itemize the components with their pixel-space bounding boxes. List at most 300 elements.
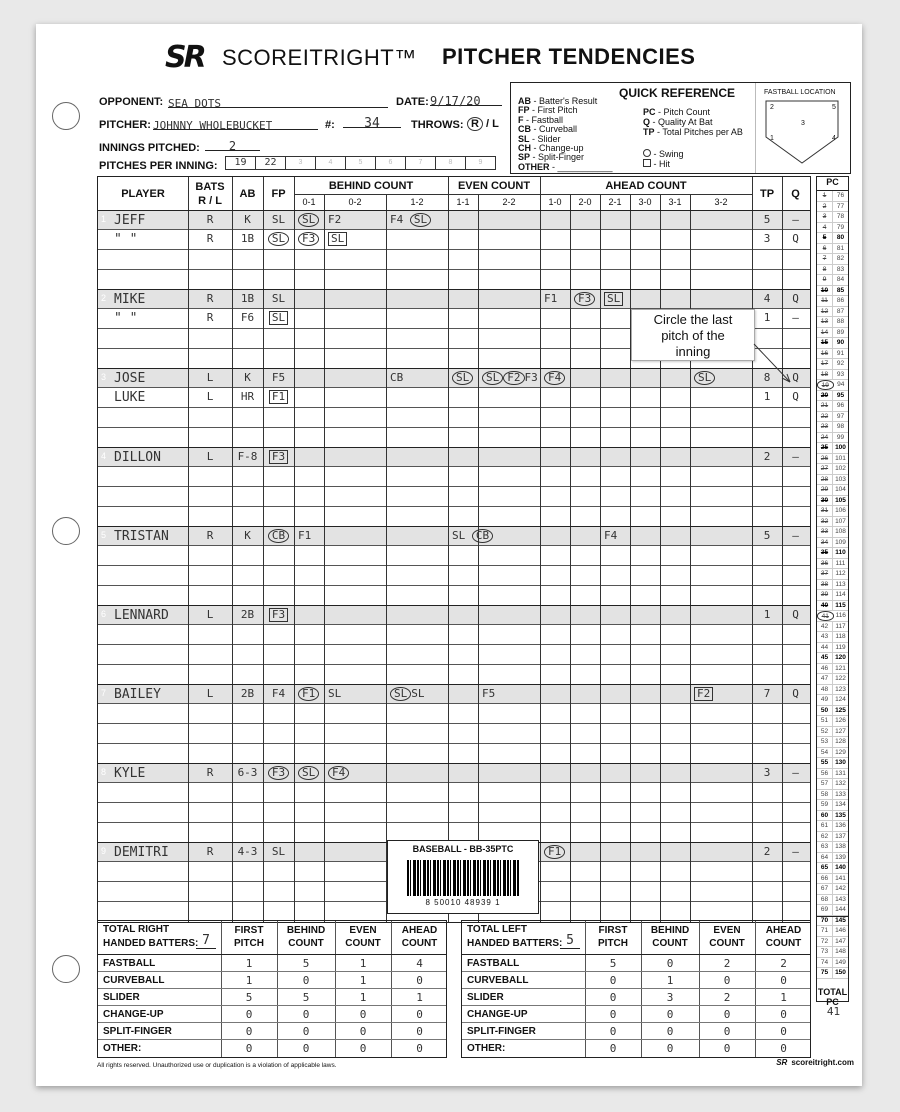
count-pitches[interactable]: [452, 371, 473, 385]
summary-value[interactable]: 5: [609, 957, 617, 970]
pc-row[interactable]: 39 114: [817, 590, 848, 601]
total-pitches[interactable]: [752, 232, 782, 245]
pc-row[interactable]: 13 88: [817, 317, 848, 328]
pitch-mark: L: [206, 608, 214, 621]
pc-row[interactable]: 43 118: [817, 632, 848, 643]
hit-mark: F3: [269, 608, 288, 622]
pc-row[interactable]: 68 143: [817, 895, 848, 906]
total-pitches[interactable]: [752, 213, 782, 226]
ab-result[interactable]: [232, 213, 263, 226]
summary-value[interactable]: 1: [666, 974, 674, 987]
pc-row[interactable]: 26 101: [817, 454, 848, 465]
pc-row[interactable]: 56 131: [817, 769, 848, 780]
first-pitch[interactable]: [263, 608, 294, 622]
col-divider: [391, 989, 392, 1005]
count-pitches[interactable]: [298, 232, 319, 246]
pc-row[interactable]: 5 80: [817, 233, 848, 244]
pc-row[interactable]: 20 95: [817, 391, 848, 402]
number-field[interactable]: 34: [343, 114, 401, 128]
player-name[interactable]: JEFF: [114, 213, 146, 228]
pc-row[interactable]: 50 125: [817, 706, 848, 717]
summary-value[interactable]: 5: [302, 957, 310, 970]
swing-mark: CB: [472, 529, 493, 543]
count-pitches[interactable]: [390, 371, 403, 384]
pc-row[interactable]: 47 122: [817, 674, 848, 685]
ab-result[interactable]: [232, 292, 263, 305]
pc-row[interactable]: 71 146: [817, 926, 848, 937]
pc-row[interactable]: 74 149: [817, 958, 848, 969]
count-pitches[interactable]: [574, 292, 595, 306]
pc-row[interactable]: 37 112: [817, 569, 848, 580]
summary-value[interactable]: 0: [666, 1008, 674, 1021]
pc-row[interactable]: 28 103: [817, 475, 848, 486]
player-name[interactable]: LENNARD: [114, 608, 169, 623]
pc-row[interactable]: 33 108: [817, 527, 848, 538]
pc-row[interactable]: 58 133: [817, 790, 848, 801]
bats-value[interactable]: [188, 529, 232, 542]
summary-value[interactable]: 3: [666, 991, 674, 1004]
summary-value[interactable]: 0: [780, 1008, 787, 1021]
summary-col: AHEAD COUNT: [401, 925, 438, 949]
pc-row[interactable]: 46 121: [817, 664, 848, 675]
col-divider: [335, 989, 336, 1005]
summary-value[interactable]: 0: [666, 1025, 674, 1038]
hit-mark: SL: [604, 292, 623, 306]
player-name[interactable]: LUKE: [114, 390, 146, 405]
col-divider: [585, 1023, 586, 1039]
col-divider: [221, 1040, 222, 1057]
footer-site[interactable]: SR scoreitright.com: [776, 1058, 854, 1067]
pitch-mark: R: [206, 232, 214, 245]
summary-value[interactable]: 1: [359, 974, 367, 987]
col-q: Q: [791, 188, 800, 200]
count-pitches[interactable]: [298, 213, 319, 227]
pc-row[interactable]: 9 84: [817, 275, 848, 286]
pc-row[interactable]: 36 111: [817, 559, 848, 570]
col-divider: [755, 1040, 756, 1057]
ab-result[interactable]: [232, 390, 263, 403]
summary-value[interactable]: 0: [302, 1025, 310, 1038]
first-pitch[interactable]: [263, 766, 294, 780]
col-divider: [221, 1023, 222, 1039]
player-name[interactable]: " ": [114, 311, 138, 326]
quality-at-bat[interactable]: [782, 766, 809, 779]
count-pitches[interactable]: [390, 213, 431, 227]
quality-at-bat[interactable]: [782, 450, 809, 463]
player-name[interactable]: TRISTAN: [114, 529, 169, 544]
ppi-box[interactable]: 7: [405, 156, 436, 170]
innings-field[interactable]: 2: [205, 137, 260, 151]
pc-row[interactable]: 15 90: [817, 338, 848, 349]
row-line: [98, 486, 810, 487]
summary-value[interactable]: 0: [723, 1025, 731, 1038]
bats-value[interactable]: [188, 292, 232, 305]
pc-row[interactable]: 19 94: [817, 380, 848, 391]
bats-value[interactable]: [188, 311, 232, 324]
row-line: [98, 782, 810, 783]
total-pitches[interactable]: [752, 845, 782, 858]
pc-row[interactable]: 35 110: [817, 548, 848, 559]
total-pitches[interactable]: [752, 450, 782, 463]
summary-value[interactable]: 2: [723, 957, 731, 970]
summary-value[interactable]: 0: [245, 1025, 253, 1038]
ppi-box[interactable]: 22: [255, 156, 286, 170]
summary-value[interactable]: 0: [666, 957, 674, 970]
pc-row[interactable]: 29 104: [817, 485, 848, 496]
quality-at-bat[interactable]: [782, 687, 809, 700]
player-name[interactable]: JOSE: [114, 371, 146, 386]
pc-row[interactable]: 48 123: [817, 685, 848, 696]
first-pitch[interactable]: [263, 311, 294, 325]
pc-row[interactable]: 63 138: [817, 842, 848, 853]
ppi-box[interactable]: 9: [465, 156, 496, 170]
bats-value[interactable]: [188, 232, 232, 245]
pc-row[interactable]: 72 147: [817, 937, 848, 948]
col-divider: [335, 1040, 336, 1057]
col-divider: [478, 764, 479, 842]
quality-at-bat[interactable]: [782, 608, 809, 621]
pc-row[interactable]: 64 139: [817, 853, 848, 864]
total-pitches[interactable]: [752, 390, 782, 403]
total-pitches[interactable]: [752, 687, 782, 700]
ab-result[interactable]: [232, 450, 263, 463]
ab-result[interactable]: [232, 232, 263, 245]
count-pitches[interactable]: [328, 766, 349, 780]
summary-value[interactable]: 5: [302, 991, 310, 1004]
count-pitches[interactable]: [544, 292, 557, 305]
summary-value[interactable]: 0: [302, 974, 310, 987]
ppi-box[interactable]: 8: [435, 156, 466, 170]
quality-at-bat[interactable]: [782, 845, 809, 858]
row-line: [98, 249, 810, 250]
pc-row[interactable]: 2 77: [817, 202, 848, 213]
summary-value[interactable]: 0: [609, 1042, 617, 1055]
summary-value[interactable]: 0: [302, 1008, 310, 1021]
pitch-type-label: CURVEBALL: [467, 975, 529, 986]
count-pitches[interactable]: [298, 766, 319, 780]
player-name[interactable]: " ": [114, 232, 138, 247]
pitch-mark: –: [792, 845, 799, 858]
pitcher-field[interactable]: JOHNNY WHOLEBUCKET: [153, 116, 318, 130]
pc-row[interactable]: 10 85: [817, 286, 848, 297]
ppi-box[interactable]: 4: [315, 156, 346, 170]
pc-row[interactable]: 22 97: [817, 412, 848, 423]
summary-value[interactable]: 0: [666, 1042, 674, 1055]
total-pc-value[interactable]: 41: [826, 1005, 841, 1018]
pc-row[interactable]: 67 142: [817, 884, 848, 895]
ab-result[interactable]: [232, 687, 263, 700]
summary-value[interactable]: 0: [416, 1008, 423, 1021]
pc-row[interactable]: 52 127: [817, 727, 848, 738]
bats-value[interactable]: [188, 213, 232, 226]
ab-result[interactable]: [232, 371, 263, 384]
quality-at-bat[interactable]: [782, 213, 809, 226]
quality-at-bat[interactable]: [782, 292, 809, 305]
summary-value[interactable]: 0: [723, 1008, 731, 1021]
summary-value[interactable]: 0: [359, 1042, 367, 1055]
bats-value[interactable]: [188, 608, 232, 621]
pc-row[interactable]: 12 87: [817, 307, 848, 318]
pc-row[interactable]: 38 113: [817, 580, 848, 591]
pc-row[interactable]: 31 106: [817, 506, 848, 517]
legend-item: F - Fastball: [518, 114, 564, 125]
pitch-mark: –: [792, 529, 799, 542]
ppi-box[interactable]: 6: [375, 156, 406, 170]
col-divider: [699, 1006, 700, 1022]
pc-row[interactable]: 27 102: [817, 464, 848, 475]
pc-row[interactable]: 11 86: [817, 296, 848, 307]
summary-row: [98, 989, 446, 1006]
count-pitches[interactable]: [390, 687, 425, 701]
row-line: [98, 466, 810, 467]
ppi-box[interactable]: 3: [285, 156, 316, 170]
count-pitches[interactable]: [604, 292, 623, 306]
pc-row[interactable]: 34 109: [817, 538, 848, 549]
total-pitches[interactable]: [752, 529, 782, 542]
pc-row[interactable]: 24 99: [817, 433, 848, 444]
pc-row[interactable]: 25 100: [817, 443, 848, 454]
player-name[interactable]: MIKE: [114, 292, 146, 307]
binder-hole: [52, 955, 80, 983]
col-divider: [585, 1040, 586, 1057]
bats-value[interactable]: [188, 845, 232, 858]
swing-mark: SL: [268, 232, 289, 246]
summary-value[interactable]: 0: [359, 1025, 367, 1038]
first-pitch[interactable]: [263, 529, 294, 543]
pitch-mark: CB: [390, 371, 404, 384]
summary-value[interactable]: 0: [780, 1042, 787, 1055]
hit-legend: - Hit: [643, 159, 670, 169]
player-name[interactable]: DILLON: [114, 450, 161, 465]
summary-value[interactable]: 0: [609, 1008, 617, 1021]
swing-mark: F2: [503, 371, 524, 385]
first-pitch[interactable]: [263, 371, 294, 384]
pc-row[interactable]: 42 117: [817, 622, 848, 633]
first-pitch[interactable]: [263, 845, 294, 858]
pc-row[interactable]: 3 78: [817, 212, 848, 223]
count-pitches[interactable]: [452, 529, 493, 543]
col-divider: [335, 972, 336, 988]
pc-row[interactable]: 62 137: [817, 832, 848, 843]
pc-row[interactable]: 1 76: [817, 191, 848, 202]
pc-row[interactable]: 54 129: [817, 748, 848, 759]
batter-group: [98, 685, 810, 764]
swing-mark: SL: [298, 213, 319, 227]
first-pitch[interactable]: [263, 687, 294, 700]
bats-value[interactable]: [188, 450, 232, 463]
ppi-box[interactable]: 19: [225, 156, 256, 170]
pc-row[interactable]: 49 124: [817, 695, 848, 706]
count-pitches[interactable]: [328, 232, 347, 246]
pc-row[interactable]: 21 96: [817, 401, 848, 412]
ab-result[interactable]: [232, 311, 263, 324]
first-pitch[interactable]: [263, 232, 294, 246]
summary-value[interactable]: 1: [359, 957, 367, 970]
summary-col: EVEN COUNT: [345, 925, 381, 949]
col-divider: [690, 211, 691, 289]
pc-row[interactable]: 32 107: [817, 517, 848, 528]
summary-value[interactable]: 0: [780, 974, 787, 987]
pitch-mark: F5: [482, 687, 496, 700]
bats-value[interactable]: [188, 390, 232, 403]
summary-value[interactable]: 2: [780, 957, 787, 970]
pc-row[interactable]: 59 134: [817, 800, 848, 811]
total-pitches[interactable]: [752, 292, 782, 305]
count-pitches[interactable]: [482, 371, 538, 385]
count-pitches[interactable]: [694, 371, 715, 385]
player-name[interactable]: BAILEY: [114, 687, 161, 702]
col-divider: [277, 955, 278, 971]
pc-row[interactable]: 55 130: [817, 758, 848, 769]
pc-row[interactable]: 23 98: [817, 422, 848, 433]
throws-options[interactable]: R / L: [467, 117, 499, 131]
summary-value[interactable]: 0: [723, 1042, 731, 1055]
count-pitches[interactable]: [298, 529, 311, 542]
zone-label: 4: [832, 135, 836, 142]
first-pitch[interactable]: [263, 390, 294, 404]
summary-value[interactable]: 0: [416, 974, 423, 987]
quality-at-bat[interactable]: [782, 311, 809, 324]
col-divider: [630, 369, 631, 447]
summary-col: AHEAD COUNT: [765, 925, 802, 949]
summary-header: [462, 921, 810, 955]
col-divider: [699, 972, 700, 988]
pc-row[interactable]: 7 82: [817, 254, 848, 265]
pitch-mark: Q: [792, 608, 799, 621]
batter-count[interactable]: 7: [196, 933, 216, 949]
count-pitches[interactable]: [482, 687, 495, 700]
pitch-mark: 6-3: [237, 766, 258, 779]
quality-at-bat[interactable]: [782, 390, 809, 403]
header-divider: [294, 194, 753, 195]
first-pitch[interactable]: [263, 450, 294, 464]
summary-value[interactable]: 0: [609, 991, 617, 1004]
pitch-mark: –: [792, 311, 799, 324]
summary-value[interactable]: 1: [780, 991, 787, 1004]
summary-value[interactable]: 0: [609, 974, 617, 987]
legend-item: TP - Total Pitches per AB: [643, 127, 743, 137]
col-divider: [188, 177, 189, 210]
pc-row[interactable]: 30 105: [817, 496, 848, 507]
quality-at-bat[interactable]: [782, 529, 809, 542]
summary-value[interactable]: 1: [416, 991, 423, 1004]
summary-value[interactable]: 0: [609, 1025, 617, 1038]
bats-value[interactable]: [188, 687, 232, 700]
pc-row[interactable]: 75 150: [817, 968, 848, 979]
total-pitches[interactable]: [752, 766, 782, 779]
opponent-field[interactable]: SEA DOTS: [168, 94, 388, 108]
summary-value[interactable]: 0: [245, 1042, 253, 1055]
summary-value[interactable]: 2: [723, 991, 731, 1004]
summary-value[interactable]: 5: [245, 991, 253, 1004]
col-divider: [600, 685, 601, 763]
pc-row[interactable]: 66 141: [817, 874, 848, 885]
pc-row[interactable]: 6 81: [817, 244, 848, 255]
player-name[interactable]: KYLE: [114, 766, 146, 781]
summary-row: [98, 1006, 446, 1023]
swing-mark: F1: [544, 845, 565, 859]
pc-row[interactable]: 16 91: [817, 349, 848, 360]
pitch-mark: 2B: [240, 608, 255, 621]
total-pitches[interactable]: [752, 311, 782, 324]
pc-row[interactable]: 17 92: [817, 359, 848, 370]
pc-row[interactable]: 45 120: [817, 653, 848, 664]
count-pitches[interactable]: [328, 687, 341, 700]
pc-row[interactable]: 69 144: [817, 905, 848, 916]
batter-count[interactable]: 5: [560, 933, 580, 949]
count-pitches[interactable]: [544, 371, 565, 385]
ab-result[interactable]: [232, 529, 263, 542]
quality-at-bat[interactable]: [782, 232, 809, 245]
bats-value[interactable]: [188, 371, 232, 384]
summary-value[interactable]: 0: [359, 1008, 367, 1021]
col-divider: [277, 989, 278, 1005]
ab-result[interactable]: [232, 766, 263, 779]
total-pitches[interactable]: [752, 608, 782, 621]
pc-row[interactable]: 60 135: [817, 811, 848, 822]
pc-row[interactable]: 65 140: [817, 863, 848, 874]
summary-value[interactable]: 0: [302, 1042, 310, 1055]
count-pitches[interactable]: [298, 687, 319, 701]
col-divider: [570, 843, 571, 922]
ab-result[interactable]: [232, 845, 263, 858]
first-pitch[interactable]: [263, 292, 294, 305]
pitch-mark: SL: [328, 687, 342, 700]
summary-value[interactable]: 4: [416, 957, 423, 970]
col-divider: [600, 448, 601, 526]
throws-right[interactable]: R: [467, 117, 483, 131]
summary-value[interactable]: 1: [245, 974, 253, 987]
summary-value[interactable]: 0: [416, 1025, 423, 1038]
summary-value[interactable]: 0: [723, 974, 731, 987]
pitch-type-label: SLIDER: [103, 992, 140, 1003]
count-pitches[interactable]: [328, 213, 341, 226]
pc-row[interactable]: 44 119: [817, 643, 848, 654]
count-pitches[interactable]: [604, 529, 617, 542]
summary-value[interactable]: 0: [416, 1042, 423, 1055]
summary-value[interactable]: 1: [359, 991, 367, 1004]
ab-result[interactable]: [232, 608, 263, 621]
col-divider: [478, 194, 479, 210]
col-divider: [324, 290, 325, 368]
pc-row[interactable]: 4 79: [817, 223, 848, 234]
throws-left[interactable]: L: [492, 118, 499, 130]
count-pitches[interactable]: [544, 845, 565, 859]
summary-value[interactable]: 0: [245, 1008, 253, 1021]
pc-row[interactable]: 41 116: [817, 611, 848, 622]
summary-value[interactable]: 0: [780, 1025, 787, 1038]
ppi-box[interactable]: 5: [345, 156, 376, 170]
pc-row[interactable]: 70 145: [817, 916, 848, 927]
bats-value[interactable]: [188, 766, 232, 779]
pc-row[interactable]: 18 93: [817, 370, 848, 381]
pc-row[interactable]: 8 83: [817, 265, 848, 276]
pc-row[interactable]: 73 148: [817, 947, 848, 958]
pc-row[interactable]: 61 136: [817, 821, 848, 832]
pc-row[interactable]: 40 115: [817, 601, 848, 612]
player-name[interactable]: DEMITRI: [114, 845, 169, 860]
count-pitches[interactable]: [694, 687, 713, 701]
date-field[interactable]: 9/17/20: [430, 92, 502, 106]
pc-row[interactable]: 57 132: [817, 779, 848, 790]
pc-row[interactable]: 14 89: [817, 328, 848, 339]
pc-row[interactable]: 51 126: [817, 716, 848, 727]
first-pitch[interactable]: [263, 213, 294, 226]
col-divider: [386, 606, 387, 684]
col-divider: [324, 194, 325, 210]
pc-row[interactable]: 53 128: [817, 737, 848, 748]
summary-value[interactable]: 1: [245, 957, 253, 970]
